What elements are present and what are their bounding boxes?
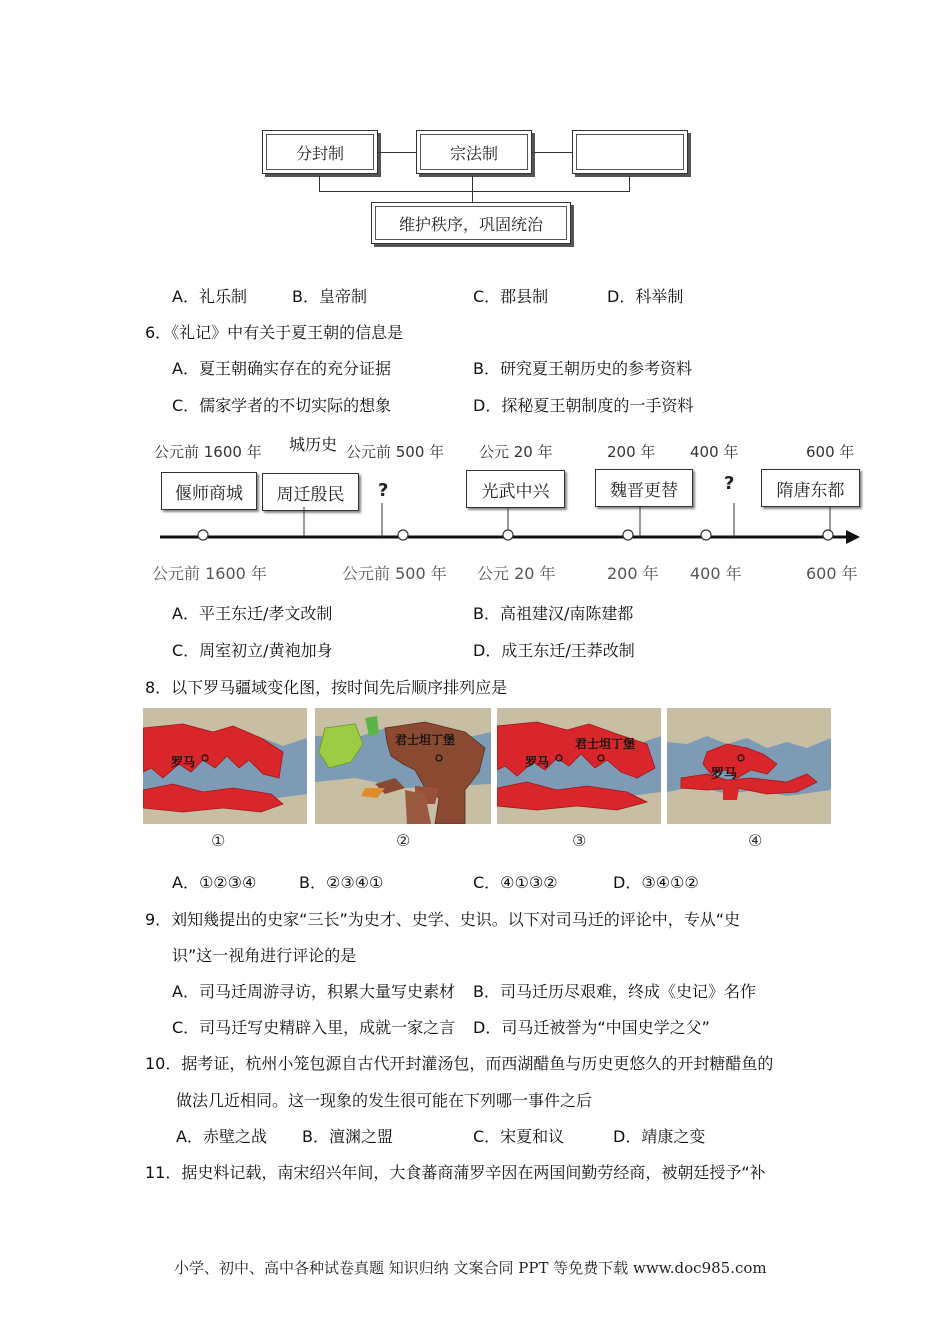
map-caption: ②: [396, 831, 411, 850]
question-6-stem: 6．《礼记》中有关于夏王朝的信息是: [145, 323, 404, 342]
option-c: C．郡县制: [473, 287, 549, 306]
roman-map-2: [315, 708, 491, 824]
page-footer: 小学、初中、高中各种试卷真题 知识归纳 文案合同 PPT 等免费下载 www.doc985.com: [174, 1259, 767, 1277]
timeline-unknown-mark: ?: [378, 480, 389, 501]
timeline-bottom-label: 公元 20 年: [477, 564, 556, 583]
timeline-bottom-label: 600 年: [806, 564, 858, 583]
diagram-box-result: [371, 202, 571, 244]
map-label: 罗马: [171, 755, 196, 769]
diagram-connector: [531, 152, 572, 153]
diagram-box-fenfeng: [262, 130, 378, 174]
timeline-bottom-label: 公元前 1600 年: [152, 564, 267, 583]
timeline-partial-title: 城历史: [289, 435, 338, 454]
option-d: D．靖康之变: [613, 1127, 706, 1146]
option-a: A．夏王朝确实存在的充分证据: [172, 359, 391, 378]
option-c: C．宋夏和议: [473, 1127, 565, 1146]
option-d: D．司马迁被誉为“中国史学之父”: [473, 1018, 710, 1037]
timeline-bottom-label: 400 年: [690, 564, 742, 583]
map-label: 罗马: [525, 755, 550, 769]
diagram-connector: [377, 152, 416, 153]
timeline-bottom-label: 公元前 500 年: [342, 564, 447, 583]
option-b: B．研究夏王朝历史的参考资料: [473, 359, 692, 378]
diagram-connector: [472, 176, 473, 202]
option-b: B．高祖建汉/南陈建都: [473, 604, 634, 623]
timeline-top-label: 公元前 1600 年: [154, 443, 262, 461]
timeline-top-label: 公元 20 年: [479, 443, 553, 461]
diagram-box-blank: [572, 130, 688, 174]
map-caption: ①: [211, 831, 226, 850]
timeline-event-box: 光武中兴: [466, 470, 565, 508]
question-10-stem: 10．据考证，杭州小笼包源自古代开封灌汤包，而西湖醋鱼与历史更悠久的开封糖醋鱼的: [145, 1054, 774, 1073]
roman-map-3: [497, 708, 661, 824]
option-a: A．司马迁周游寻访，积累大量写史素材: [172, 982, 455, 1001]
question-10-stem-cont: 做法几近相同。这一现象的发生很可能在下列哪一事件之后: [176, 1091, 593, 1110]
timeline-top-label: 200 年: [607, 443, 656, 461]
map-caption: ③: [572, 831, 587, 850]
question-9-stem: 9．刘知幾提出的史家“三长”为史才、史学、史识。以下对司马迁的评论中，专从“史: [145, 910, 741, 929]
option-c: C．司马迁写史精辟入里，成就一家之言: [172, 1018, 456, 1037]
timeline-event-box: 周迁殷民: [262, 473, 359, 511]
roman-map-1: [143, 708, 307, 824]
option-c: C．儒家学者的不切实际的想象: [172, 396, 392, 415]
map-caption: ④: [748, 831, 763, 850]
option-b: B．②③④①: [299, 873, 384, 892]
map-label: 罗马: [711, 767, 738, 782]
timeline-unknown-mark: ?: [724, 473, 735, 494]
timeline-event-box: 偃师商城: [161, 472, 257, 510]
diagram-connector: [319, 191, 630, 192]
timeline-bottom-label: 200 年: [607, 564, 659, 583]
question-8-stem: 8．以下罗马疆域变化图，按时间先后顺序排列应是: [145, 678, 508, 697]
timeline-axis: [160, 495, 870, 545]
option-a: A．赤壁之战: [176, 1127, 267, 1146]
option-d: D．科举制: [607, 287, 684, 306]
diagram-connector: [629, 176, 630, 192]
diagram-box-label: [576, 134, 684, 170]
question-11-stem: 11．据史料记载，南宋绍兴年间，大食蕃商蒲罗辛因在两国间勤劳经商，被朝廷授予“补: [145, 1163, 766, 1182]
option-c: C．④①③②: [473, 873, 558, 892]
diagram-box-label: 分封制: [266, 134, 374, 170]
roman-map-4: [667, 708, 831, 824]
timeline-top-label: 400 年: [690, 443, 739, 461]
option-c: C．周室初立/黄袍加身: [172, 641, 333, 660]
map-label: 君士坦丁堡: [395, 733, 456, 747]
diagram-connector: [319, 176, 320, 192]
option-a: A．礼乐制: [172, 287, 247, 306]
question-9-stem-cont: 识”这一视角进行评论的是: [172, 946, 357, 965]
option-b: B．皇帝制: [292, 287, 367, 306]
timeline-top-label: 公元前 500 年: [346, 443, 445, 461]
option-d: D．③④①②: [613, 873, 699, 892]
option-a: A．①②③④: [172, 873, 257, 892]
diagram-box-zongfa: [416, 130, 532, 174]
timeline-event-box: 魏晋更替: [595, 469, 693, 507]
option-a: A．平王东迁/孝文改制: [172, 604, 333, 623]
option-d: D．探秘夏王朝制度的一手资料: [473, 396, 694, 415]
option-b: B．澶渊之盟: [302, 1127, 393, 1146]
diagram-box-label: 宗法制: [420, 134, 528, 170]
option-d: D．成王东迁/王莽改制: [473, 641, 635, 660]
diagram-box-label: 维护秩序，巩固统治: [375, 206, 567, 240]
map-label: 君士坦丁堡: [575, 737, 636, 751]
timeline-top-label: 600 年: [806, 443, 855, 461]
timeline-event-box: 隋唐东都: [761, 469, 860, 507]
option-b: B．司马迁历尽艰难，终成《史记》名作: [473, 982, 756, 1001]
